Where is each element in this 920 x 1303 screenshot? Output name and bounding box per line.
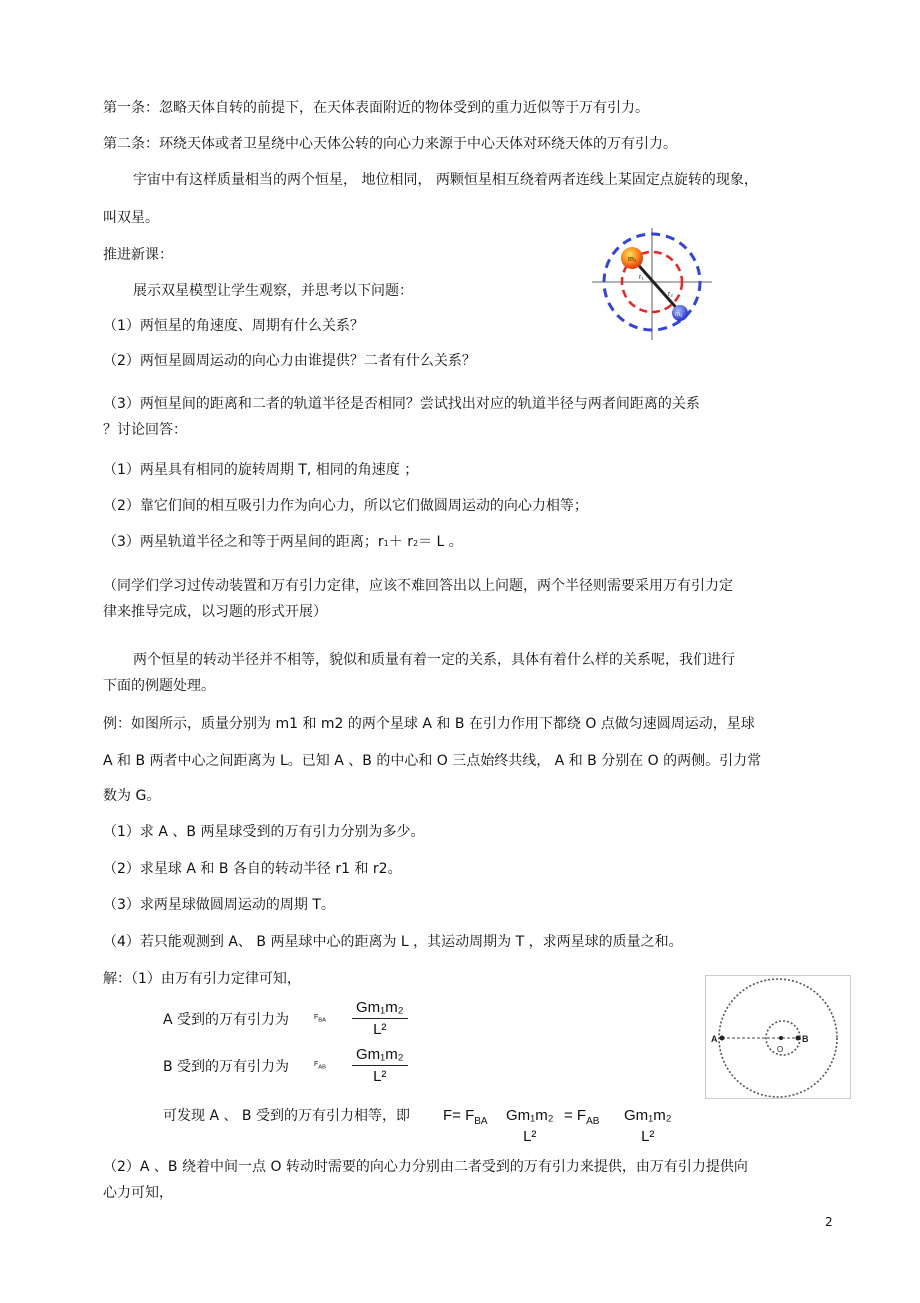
text-line: （4）若只能观测到 A、 B 两星球中心的距离为 L ，其运动周期为 T ，求两星球的质量之和。 [103,934,683,950]
binary-star-figure [590,226,714,342]
text-line: （2）两恒星圆周运动的向心力由谁提供？二者有什么关系？ [103,353,476,369]
equation-lead: $F= F_{BA}$ [443,1107,488,1127]
text-line: A 受到的万有引力为 [163,1012,290,1028]
numerator: Gm₁m₂ [352,999,408,1019]
fraction [352,1046,408,1085]
text-line: 推进新课： [103,247,173,263]
text-line: 可发现 A 、 B 受到的万有引力相等，即 [163,1108,410,1124]
label-r1: r₁ [639,274,644,281]
orbit-figure [705,975,851,1099]
force-label: $F_{AB}$ [314,1061,327,1071]
text-line: （2）A 、B 绕着中间一点 O 转动时需要的向心力分别由二者受到的万有引力来提供，由万有引力提供向 [103,1159,748,1175]
denominator: L² [523,1128,537,1145]
text-line: 第二条：环绕天体或者卫星绕中心天体公转的向心力来源于中心天体对环绕天体的万有引力。 [103,136,677,152]
fraction [502,1107,558,1145]
label-m2: m₂ [675,312,683,318]
text-line: （2）求星球 A 和 B 各自的转动半径 r1 和 r2。 [103,861,402,877]
equation-mid: = $F_{AB}$ [564,1107,600,1127]
text-segment: （3）两星轨道半径之和等于两星间的距离；r [103,534,384,550]
connecting-rod [633,259,680,312]
page-number: 2 [825,1215,833,1229]
subscript: 2 [412,539,419,548]
text-line: 展示双星模型让学生观察，并思考以下问题： [133,283,413,299]
label-m1: m₁ [628,256,637,263]
text-line: （3）两恒星间的距离和二者的轨道半径是否相同？尝试找出对应的轨道半径与两者间距离的关系 [103,396,700,412]
denominator: L² [373,1021,387,1038]
numerator: Gm₁m₂ [352,1046,408,1066]
text-line: （1）两恒星的角速度、周期有什么关系？ [103,318,364,334]
denominator: L² [373,1068,387,1085]
text-line: 叫双星。 [103,210,159,226]
subscript: 1 [383,539,389,548]
text-line: （1）两星具有相同的旋转周期 T, 相同的角速度 ； [103,462,419,478]
point-a [720,1036,725,1041]
text-line: A 和 B 两者中心之间距离为 L。已知 A 、B 的中心和 O 三点始终共线， A 和 B 分别在 O 的两侧。引力常 [103,753,762,769]
text-line [103,533,463,553]
text-line: 律来推导完成，以习题的形式开展） [103,604,327,620]
text-line: 心力可知， [103,1185,173,1201]
fraction [352,999,408,1038]
text-line: 数为 G。 [103,788,161,804]
text-line: 宇宙中有这样质量相当的两个恒星， 地位相同， 两颗恒星相互绕着两者连线上某固定点旋转的现象， [133,172,758,188]
text-line: ？讨论回答： [103,422,187,438]
fraction [620,1107,676,1145]
label-a: A [711,1034,718,1044]
label-r2: r₂ [668,291,674,298]
figure-frame [706,976,851,1099]
point-b [796,1036,801,1041]
text-line: （2）靠它们间的相互吸引力作为向心力，所以它们做圆周运动的向心力相等； [103,498,588,514]
text-line: 下面的例题处理。 [103,678,215,694]
text-line: 两个恒星的转动半径并不相等，貌似和质量有着一定的关系，具体有着什么样的关系呢，我们进行 [133,652,735,668]
denominator: L² [641,1128,655,1145]
text-line: 例：如图所示，质量分别为 m1 和 m2 的两个星球 A 和 B 在引力作用下都绕 O 点做匀速圆周运动，星球 [103,716,755,732]
numerator: Gm₁m₂ [506,1107,554,1124]
text-line: 第一条：忽略天体自转的前提下，在天体表面附近的物体受到的重力近似等于万有引力。 [103,100,649,116]
force-label: $F_{BA}$ [314,1014,327,1024]
point-o [779,1036,783,1040]
label-o: O [777,1045,784,1054]
text-line: （1）求 A 、B 两星球受到的万有引力分别为多少。 [103,824,425,840]
text-line: （同学们学习过传动装置和万有引力定律，应该不难回答出以上问题，两个半径则需要采用万有引力定 [103,578,733,594]
label-b: B [802,1034,809,1044]
text-segment: ＝ L 。 [418,534,463,550]
text-segment: ＋ r [388,534,413,550]
text-line: 解：（1）由万有引力定律可知， [103,971,301,987]
text-line: B 受到的万有引力为 [163,1059,290,1075]
numerator: Gm₁m₂ [624,1107,672,1124]
text-line: （3）求两星球做圆周运动的周期 T。 [103,897,335,913]
